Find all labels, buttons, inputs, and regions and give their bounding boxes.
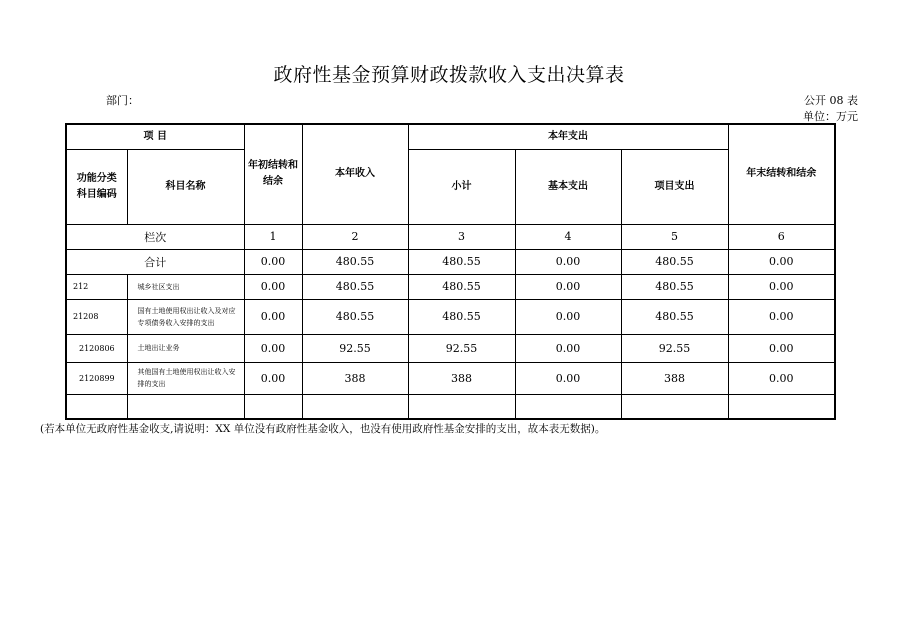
cell-value: 0.00	[728, 334, 835, 362]
cell-value: 0.00	[244, 334, 302, 362]
cell-value: 480.55	[408, 299, 515, 334]
total-value: 480.55	[408, 249, 515, 274]
header-end-balance: 年末结转和结余	[728, 124, 835, 224]
column-index-label: 栏次	[66, 224, 244, 249]
column-index-3: 3	[408, 224, 515, 249]
total-label: 合计	[66, 249, 244, 274]
cell-value: 92.55	[408, 334, 515, 362]
empty-cell	[127, 394, 244, 419]
header-basic: 基本支出	[515, 149, 621, 224]
cell-value: 92.55	[302, 334, 408, 362]
empty-cell	[515, 394, 621, 419]
table-row	[66, 299, 835, 334]
column-index-6: 6	[728, 224, 835, 249]
func-code: 2120899	[66, 362, 127, 394]
table-row	[66, 334, 835, 362]
empty-cell	[302, 394, 408, 419]
cell-value: 388	[302, 362, 408, 394]
subject-name: 国有土地使用权出让收入及对应专项债务收入安排的支出	[127, 299, 244, 334]
subject-name: 土地出让业务	[127, 334, 244, 362]
empty-cell	[408, 394, 515, 419]
budget-table	[65, 123, 836, 420]
header-expense-group: 本年支出	[408, 124, 728, 149]
func-code: 2120806	[66, 334, 127, 362]
cell-value: 92.55	[621, 334, 728, 362]
cell-value: 0.00	[244, 299, 302, 334]
header-begin-balance: 年初结转和结余	[244, 124, 302, 224]
cell-value: 0.00	[244, 274, 302, 299]
cell-value: 0.00	[728, 362, 835, 394]
total-value: 0.00	[728, 249, 835, 274]
empty-cell	[66, 394, 127, 419]
footnote: (若本单位无政府性基金收支,请说明：XX 单位没有政府性基金收入，也没有使用政府性基金安排的支出，故本表无数据)。	[40, 423, 606, 435]
column-index-5: 5	[621, 224, 728, 249]
empty-cell	[244, 394, 302, 419]
table-row	[66, 362, 835, 394]
column-index-2: 2	[302, 224, 408, 249]
header-subtotal: 小计	[408, 149, 515, 224]
cell-value: 480.55	[621, 274, 728, 299]
cell-value: 0.00	[728, 274, 835, 299]
empty-cell	[621, 394, 728, 419]
header-income: 本年收入	[302, 124, 408, 224]
cell-value: 388	[408, 362, 515, 394]
cell-value: 480.55	[302, 299, 408, 334]
cell-value: 0.00	[244, 362, 302, 394]
subject-name: 城乡社区支出	[127, 274, 244, 299]
empty-cell	[728, 394, 835, 419]
form-number: 公开 08 表	[804, 94, 858, 107]
cell-value: 480.55	[621, 299, 728, 334]
cell-value: 480.55	[408, 274, 515, 299]
subject-name: 其他国有土地使用权出让收入安排的支出	[127, 362, 244, 394]
func-code: 212	[66, 274, 127, 299]
header-project: 项目支出	[621, 149, 728, 224]
column-index-4: 4	[515, 224, 621, 249]
cell-value: 0.00	[728, 299, 835, 334]
empty-row	[66, 394, 835, 419]
cell-value: 480.55	[302, 274, 408, 299]
table-row	[66, 274, 835, 299]
cell-value: 0.00	[515, 362, 621, 394]
header-item: 项 目	[66, 124, 244, 149]
func-code: 21208	[66, 299, 127, 334]
cell-value: 0.00	[515, 274, 621, 299]
header-subject-name: 科目名称	[127, 149, 244, 224]
column-index-1: 1	[244, 224, 302, 249]
total-value: 0.00	[244, 249, 302, 274]
document-title: 政府性基金预算财政拨款收入支出决算表	[273, 64, 625, 86]
cell-value: 0.00	[515, 334, 621, 362]
header-func-code: 功能分类科目编码	[66, 149, 127, 224]
cell-value: 0.00	[515, 299, 621, 334]
department-label: 部门：	[106, 94, 139, 107]
cell-value: 388	[621, 362, 728, 394]
total-value: 480.55	[302, 249, 408, 274]
total-value: 480.55	[621, 249, 728, 274]
unit-label: 单位：万元	[803, 110, 858, 123]
total-value: 0.00	[515, 249, 621, 274]
